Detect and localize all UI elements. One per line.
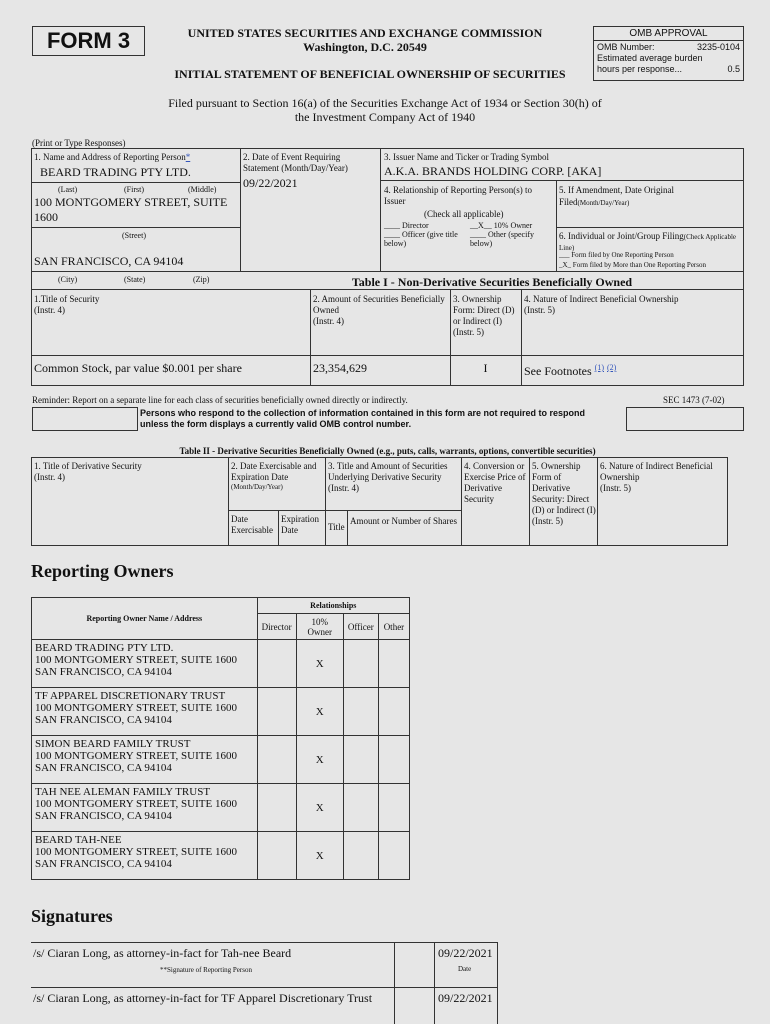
box1-label-mark: *	[185, 152, 191, 162]
owner-address-2: SAN FRANCISCO, CA 94104	[35, 666, 172, 678]
box4-check-all: (Check all applicable)	[424, 209, 504, 219]
signature-2-date: 09/22/2021	[438, 991, 493, 1005]
agency-name: UNITED STATES SECURITIES AND EXCHANGE COMMISSION	[187, 26, 543, 40]
box5-label-1: 5. If Amendment, Date Original	[559, 185, 674, 195]
box2-label-2: Statement (Month/Day/Year)	[243, 163, 348, 173]
table1-ownership-form: I	[483, 361, 488, 375]
persons-notice-1: Persons who respond to the collection of information contained in this form are not required to respond	[140, 408, 586, 418]
table2-col2-header: 2. Date Exercisable and Expiration Date	[231, 461, 317, 482]
table2-title: Table II - Derivative Securities Beneficially Owned (e.g., puts, calls, warrants, options, convertible securities)	[179, 446, 596, 456]
issuer-name: A.K.A. BRANDS HOLDING CORP. [AKA]	[384, 164, 602, 178]
table2-title-sub: Title	[328, 522, 345, 532]
owner-name: BEARD TRADING PTY LTD.	[35, 642, 174, 654]
owner-ten-pct-mark: X	[296, 784, 343, 832]
zip-label: (Zip)	[193, 275, 210, 284]
other-header: Other	[378, 614, 409, 640]
reporting-person-name: BEARD TRADING PTY LTD.	[40, 165, 191, 179]
table2-expiration-date: Expiration Date	[281, 514, 319, 535]
box1-label: 1. Name and Address of Reporting Person	[34, 152, 186, 162]
owner-ten-pct-mark: X	[296, 688, 343, 736]
filed-pursuant-line2: the Investment Company Act of 1940	[294, 110, 476, 124]
box6-label: 6. Individual or Joint/Group Filing	[559, 231, 684, 241]
owner-ten-pct-mark: X	[296, 832, 343, 880]
relationships-header: Relationships	[257, 598, 409, 614]
table1-col1-header: 1.Title of Security (Instr. 4)	[34, 294, 100, 315]
owner-address-1: 100 MONTGOMERY STREET, SUITE 1600	[35, 750, 237, 762]
owner-address-1: 100 MONTGOMERY STREET, SUITE 1600	[35, 798, 237, 810]
table1-amount: 23,354,629	[313, 361, 367, 375]
table2-col5-header: 5. Ownership Form of Derivative Security: Direct (D) or Indirect (I) (Instr. 5)	[532, 461, 596, 526]
table1-nature: See Footnotes	[524, 364, 592, 378]
owner-address-2: SAN FRANCISCO, CA 94104	[35, 810, 172, 822]
owner-ten-pct-mark: X	[296, 640, 343, 688]
date-label: Date	[458, 965, 472, 973]
box4-ten-pct: __X__ 10% Owner	[470, 221, 533, 230]
persons-notice-2: unless the form displays a currently valid OMB control number.	[140, 419, 412, 429]
table1-title: Table I - Non-Derivative Securities Beneficially Owned	[351, 275, 633, 289]
signature-1-date: 09/22/2021	[438, 946, 493, 960]
table2-col1-header: 1. Title of Derivative Security (Instr. 4)	[34, 461, 142, 482]
table2-col3-header: 3. Title and Amount of Securities Underlying Derivative Security (Instr. 4)	[328, 461, 448, 493]
omb-title: OMB APPROVAL	[594, 27, 743, 41]
owner-address-2: SAN FRANCISCO, CA 94104	[35, 858, 172, 870]
box4-officer: ____ Officer (give title below)	[384, 230, 458, 248]
signature-2: /s/ Ciaran Long, as attorney-in-fact for TF Apparel Discretionary Trust	[33, 991, 373, 1005]
box2-label-1: 2. Date of Event Requiring	[243, 152, 341, 162]
owner-address-1: 100 MONTGOMERY STREET, SUITE 1600	[35, 846, 237, 858]
box6-one-person: ___ Form filed by One Reporting Person	[559, 251, 674, 259]
form-title-box	[32, 26, 145, 56]
signature-label: **Signature of Reporting Person	[160, 966, 252, 974]
state-label: (State)	[124, 275, 146, 284]
table-row	[32, 640, 410, 688]
box3-label: 3. Issuer Name and Ticker or Trading Symbol	[384, 152, 549, 162]
owner-name: SIMON BEARD FAMILY TRUST	[35, 738, 191, 750]
table-row	[32, 688, 410, 736]
owner-name: TF APPAREL DISCRETIONARY TRUST	[35, 690, 226, 702]
table1-col3-header: 3. Ownership Form: Direct (D) or Indirect (I) (Instr. 5)	[453, 294, 515, 337]
reminder-right-box	[626, 407, 744, 431]
table-row	[32, 736, 410, 784]
reminder-left-box	[32, 407, 138, 431]
agency-location: Washington, D.C. 20549	[303, 40, 427, 54]
owner-name: BEARD TAH-NEE	[35, 834, 122, 846]
omb-number-label: OMB Number:	[597, 42, 655, 52]
box4-other: ____ Other (specify below)	[470, 230, 534, 248]
box4-label-2: Issuer	[384, 196, 406, 206]
table-row	[32, 784, 410, 832]
owner-name: TAH NEE ALEMAN FAMILY TRUST	[35, 786, 211, 798]
table1-security-title: Common Stock, par value $0.001 per share	[34, 361, 242, 375]
middle-label: (Middle)	[188, 185, 217, 194]
footnote-1-link[interactable]: (1)	[594, 363, 604, 372]
table1-col4-header: 4. Nature of Indirect Beneficial Ownership (Instr. 5)	[524, 294, 679, 315]
street-value-2: 1600	[34, 210, 58, 224]
city-label: (City)	[58, 275, 78, 284]
reporting-owners-heading: Reporting Owners	[31, 561, 174, 581]
box4-label-1: 4. Relationship of Reporting Person(s) to	[384, 185, 532, 195]
officer-header: Officer	[343, 614, 378, 640]
omb-burden-label: Estimated average burden	[597, 53, 703, 63]
owner-name-header: Reporting Owner Name / Address	[32, 598, 258, 640]
table1-col2-header: 2. Amount of Securities Beneficially Owned (Instr. 4)	[313, 294, 445, 326]
print-note: (Print or Type Responses)	[32, 138, 126, 148]
director-header: Director	[257, 614, 296, 640]
owner-address-2: SAN FRANCISCO, CA 94104	[35, 762, 172, 774]
reporting-owners-table	[31, 597, 410, 880]
signature-1: /s/ Ciaran Long, as attorney-in-fact for Tah-nee Beard	[33, 946, 292, 960]
omb-hours-value: 0.5	[727, 64, 740, 74]
owner-address-1: 100 MONTGOMERY STREET, SUITE 1600	[35, 702, 237, 714]
sec-number: SEC 1473 (7-02)	[663, 395, 725, 405]
table2-col4-header: 4. Conversion or Exercise Price of Derivative Security	[464, 461, 526, 504]
last-label: (Last)	[58, 185, 78, 194]
table2-col6-header: 6. Nature of Indirect Beneficial Ownership (Instr. 5)	[600, 461, 713, 493]
omb-approval-box	[593, 26, 744, 81]
owner-address-2: SAN FRANCISCO, CA 94104	[35, 714, 172, 726]
table-row	[32, 832, 410, 880]
street-label: (Street)	[122, 231, 146, 240]
box5-label-small: (Month/Day/Year)	[577, 199, 630, 207]
box6-label-small: (Check Applicable Line)	[559, 233, 737, 252]
owner-address-1: 100 MONTGOMERY STREET, SUITE 1600	[35, 654, 237, 666]
filed-pursuant-line1: Filed pursuant to Section 16(a) of the Securities Exchange Act of 1934 or Section 30(h) of	[168, 96, 602, 110]
omb-hours-label: hours per response...	[597, 64, 683, 74]
table2-col2-small: (Month/Day/Year)	[231, 483, 283, 491]
ten-pct-header: 10% Owner	[296, 614, 343, 640]
table2-date-exercisable: Date Exercisable	[231, 514, 273, 535]
street-value-1: 100 MONTGOMERY STREET, SUITE	[34, 195, 228, 209]
box4-director: ____ Director	[384, 221, 429, 230]
reminder-text: Reminder: Report on a separate line for each class of securities beneficially owned directly or indirectly.	[32, 395, 408, 405]
box5-label-2: Filed	[559, 197, 578, 207]
first-label: (First)	[124, 185, 144, 194]
signatures-heading: Signatures	[31, 906, 113, 926]
footnote-2-link[interactable]: (2)	[607, 363, 617, 372]
city-value: SAN FRANCISCO, CA 94104	[34, 254, 184, 268]
form-title: FORM 3	[46, 28, 131, 53]
owner-ten-pct-mark: X	[296, 736, 343, 784]
omb-number-value: 3235-0104	[696, 42, 740, 52]
box6-more-persons: _X_ Form filed by More than One Reporting Person	[559, 261, 706, 269]
table2-amount-sub: Amount or Number of Shares	[350, 516, 457, 526]
statement-title: INITIAL STATEMENT OF BENEFICIAL OWNERSHIP OF SECURITIES	[174, 67, 566, 81]
event-date: 09/22/2021	[243, 176, 298, 190]
